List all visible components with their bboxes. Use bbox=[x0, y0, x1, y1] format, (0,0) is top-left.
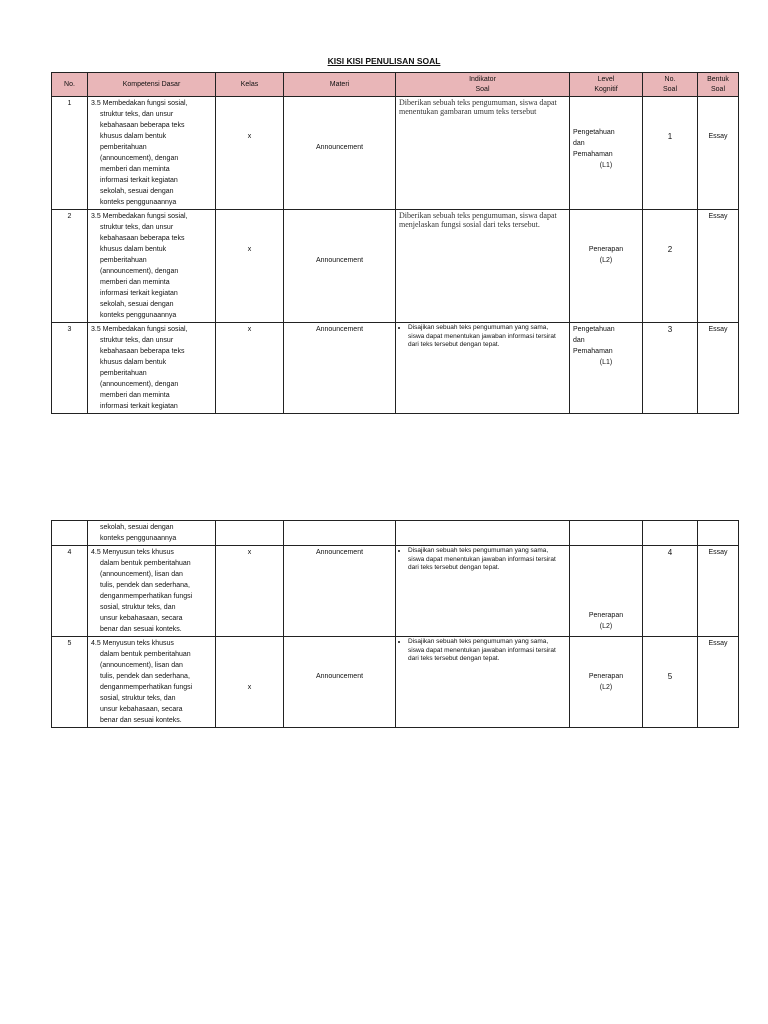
level-line: (L2) bbox=[599, 684, 613, 691]
kd-line: (announcement), lisan dan bbox=[100, 571, 183, 578]
kd-line: konteks penggunaannya bbox=[100, 199, 177, 206]
kd-line: 3.5 Membedakan fungsi sosial, bbox=[91, 100, 188, 107]
indikator-list bbox=[399, 324, 566, 350]
level-line: Pemahaman bbox=[573, 348, 613, 355]
bentuk-soal-cell: Essay bbox=[698, 97, 739, 210]
header-row bbox=[52, 73, 739, 97]
level-line: (L1) bbox=[599, 359, 613, 366]
header-indikator-line2: Soal bbox=[475, 85, 490, 93]
kd-line: pemberitahuan bbox=[100, 144, 147, 151]
materi-cell bbox=[284, 521, 396, 546]
row-no: 5 bbox=[52, 637, 88, 728]
kd-line: denganmemperhatikan fungsi bbox=[100, 684, 193, 691]
row-no: 2 bbox=[52, 210, 88, 323]
indikator-cell bbox=[396, 323, 570, 414]
row-no: 3 bbox=[52, 323, 88, 414]
bentuk-soal-cell: Essay bbox=[698, 323, 739, 414]
level-line: dan bbox=[573, 140, 585, 147]
materi-cell: Announcement bbox=[284, 323, 396, 414]
no-soal-cell: 5 bbox=[643, 637, 698, 728]
kd-line: sosial, struktur teks, dan bbox=[100, 695, 176, 702]
kd-line: khusus dalam bentuk bbox=[100, 359, 167, 366]
indikator-list bbox=[399, 638, 566, 664]
level-kognitif-cell bbox=[570, 323, 643, 414]
level-line: dan bbox=[573, 337, 585, 344]
kompetensi-dasar-cell bbox=[88, 521, 216, 546]
kelas-cell: x bbox=[216, 546, 284, 637]
bentuk-soal-cell: Essay bbox=[698, 546, 739, 637]
header-kompetensi-dasar: Kompetensi Dasar bbox=[88, 73, 216, 97]
level-line: Pengetahuan bbox=[573, 326, 615, 333]
kelas-cell: x bbox=[216, 97, 284, 210]
materi-cell: Announcement bbox=[284, 546, 396, 637]
kd-line: struktur teks, dan unsur bbox=[100, 224, 174, 231]
kompetensi-dasar-cell bbox=[88, 637, 216, 728]
kd-line: unsur kebahasaan, secara bbox=[100, 615, 183, 622]
no-soal-cell bbox=[643, 521, 698, 546]
level-kognitif-cell bbox=[570, 521, 643, 546]
kisi-kisi-table-continued bbox=[51, 520, 739, 728]
header-kelas: Kelas bbox=[216, 73, 284, 97]
kd-line: dalam bentuk pemberitahuan bbox=[100, 651, 191, 658]
kd-line: (announcement), dengan bbox=[100, 155, 179, 162]
level-line: Pemahaman bbox=[573, 151, 613, 158]
no-soal-cell: 2 bbox=[643, 210, 698, 323]
kd-line: benar dan sesuai konteks. bbox=[100, 626, 182, 633]
page-title: KISI KISI PENULISAN SOAL bbox=[327, 56, 441, 66]
level-line: (L1) bbox=[599, 162, 613, 169]
kd-line: 3.5 Membedakan fungsi sosial, bbox=[91, 213, 188, 220]
kd-line: khusus dalam bentuk bbox=[100, 133, 167, 140]
header-bentuk-soal bbox=[698, 73, 739, 97]
level-kognitif-cell bbox=[570, 546, 643, 637]
header-materi: Materi bbox=[284, 73, 396, 97]
table-row bbox=[52, 637, 739, 728]
kd-line: konteks penggunaannya bbox=[100, 312, 177, 319]
kd-line: tulis, pendek dan sederhana, bbox=[100, 673, 190, 680]
bentuk-soal-cell: Essay bbox=[698, 210, 739, 323]
row-no bbox=[52, 521, 88, 546]
kd-line: (announcement), dengan bbox=[100, 268, 179, 275]
kelas-cell bbox=[216, 521, 284, 546]
kisi-kisi-table bbox=[51, 72, 739, 414]
no-soal-cell: 4 bbox=[643, 546, 698, 637]
table-row bbox=[52, 521, 739, 546]
kelas-cell: x bbox=[216, 637, 284, 728]
indikator-list bbox=[399, 547, 566, 573]
bentuk-soal-cell: Essay bbox=[698, 637, 739, 728]
kd-line: denganmemperhatikan fungsi bbox=[100, 593, 193, 600]
kelas-cell: x bbox=[216, 210, 284, 323]
indikator-text: Diberikan sebuah teks pengumuman, siswa dapat menentukan gambaran umum teks tersebut bbox=[399, 98, 557, 116]
materi-cell: Announcement bbox=[284, 97, 396, 210]
kd-line: khusus dalam bentuk bbox=[100, 246, 167, 253]
level-line: (L2) bbox=[599, 623, 613, 630]
table-row bbox=[52, 323, 739, 414]
row-no: 1 bbox=[52, 97, 88, 210]
indikator-text: • Disajikan sebuah teks pengumuman yang sama, siswa dapat menentukan jawaban informasi tersirat dari teks tersebut dengan tepat. bbox=[408, 547, 566, 573]
indikator-text: • Disajikan sebuah teks pengumuman yang sama, siswa dapat menentukan jawaban informasi tersirat dari teks tersebut dengan tepat. bbox=[408, 324, 566, 350]
kd-line: 4.5 Menyusun teks khusus bbox=[91, 549, 174, 556]
indikator-cell bbox=[396, 637, 570, 728]
indikator-text: • Disajikan sebuah teks pengumuman yang sama, siswa dapat menentukan jawaban informasi tersirat dari teks tersebut dengan tepat. bbox=[408, 638, 566, 664]
level-line: Penerapan bbox=[588, 673, 624, 680]
row-no: 4 bbox=[52, 546, 88, 637]
kompetensi-dasar-cell bbox=[88, 323, 216, 414]
kd-line: kebahasaan beberapa teks bbox=[100, 235, 185, 242]
header-no-soal bbox=[643, 73, 698, 97]
kd-line: informasi terkait kegiatan bbox=[100, 290, 178, 297]
kd-line: kebahasaan beberapa teks bbox=[100, 348, 185, 355]
header-level-line1: Level bbox=[597, 75, 615, 83]
kd-line: konteks penggunaannya bbox=[100, 535, 177, 542]
kompetensi-dasar-cell bbox=[88, 210, 216, 323]
kelas-cell: x bbox=[216, 323, 284, 414]
kd-line: tulis, pendek dan sederhana, bbox=[100, 582, 190, 589]
header-no-soal-line2: Soal bbox=[662, 85, 677, 93]
indikator-cell bbox=[396, 210, 570, 323]
level-kognitif-cell bbox=[570, 210, 643, 323]
header-no: No. bbox=[52, 73, 88, 97]
level-kognitif-cell bbox=[570, 637, 643, 728]
table-row bbox=[52, 210, 739, 323]
kd-line: unsur kebahasaan, secara bbox=[100, 706, 183, 713]
kd-line: 4.5 Menyusun teks khusus bbox=[91, 640, 174, 647]
header-indikator bbox=[396, 73, 570, 97]
header-bentuk-line2: Soal bbox=[710, 85, 725, 93]
kd-line: sekolah, sesuai dengan bbox=[100, 188, 174, 195]
kd-line: sekolah, sesuai dengan bbox=[100, 524, 174, 531]
table-row bbox=[52, 546, 739, 637]
no-soal-cell: 1 bbox=[643, 97, 698, 210]
kd-line: informasi terkait kegiatan bbox=[100, 177, 178, 184]
kd-line: 3.5 Membedakan fungsi sosial, bbox=[91, 326, 188, 333]
level-line: Penerapan bbox=[588, 612, 624, 619]
level-line: (L2) bbox=[599, 257, 613, 264]
kd-line: benar dan sesuai konteks. bbox=[100, 717, 182, 724]
kd-line: memberi dan meminta bbox=[100, 392, 170, 399]
header-bentuk-line1: Bentuk bbox=[707, 75, 729, 83]
level-line: Pengetahuan bbox=[573, 129, 615, 136]
materi-cell: Announcement bbox=[284, 210, 396, 323]
kd-line: sekolah, sesuai dengan bbox=[100, 301, 174, 308]
kd-line: struktur teks, dan unsur bbox=[100, 111, 174, 118]
indikator-text: Diberikan sebuah teks pengumuman, siswa dapat menjelaskan fungsi sosial dari teks tersebut. bbox=[399, 211, 557, 229]
indikator-cell bbox=[396, 546, 570, 637]
kd-line: memberi dan meminta bbox=[100, 166, 170, 173]
bentuk-soal-cell bbox=[698, 521, 739, 546]
header-level-line2: Kognitif bbox=[594, 85, 618, 93]
kompetensi-dasar-cell bbox=[88, 546, 216, 637]
kd-line: pemberitahuan bbox=[100, 257, 147, 264]
table-row bbox=[52, 97, 739, 210]
kd-line: struktur teks, dan unsur bbox=[100, 337, 174, 344]
kd-line: (announcement), dengan bbox=[100, 381, 179, 388]
kd-line: memberi dan meminta bbox=[100, 279, 170, 286]
level-line: Penerapan bbox=[588, 246, 624, 253]
kd-line: pemberitahuan bbox=[100, 370, 147, 377]
kd-line: (announcement), lisan dan bbox=[100, 662, 183, 669]
header-no-soal-line1: No. bbox=[664, 75, 676, 83]
kompetensi-dasar-cell bbox=[88, 97, 216, 210]
header-level bbox=[570, 73, 643, 97]
kd-line: informasi terkait kegiatan bbox=[100, 403, 178, 410]
materi-cell: Announcement bbox=[284, 637, 396, 728]
indikator-cell bbox=[396, 97, 570, 210]
level-kognitif-cell bbox=[570, 97, 643, 210]
kd-line: kebahasaan beberapa teks bbox=[100, 122, 185, 129]
indikator-cell bbox=[396, 521, 570, 546]
kd-line: sosial, struktur teks, dan bbox=[100, 604, 176, 611]
header-indikator-line1: Indikator bbox=[469, 75, 496, 83]
no-soal-cell: 3 bbox=[643, 323, 698, 414]
kd-line: dalam bentuk pemberitahuan bbox=[100, 560, 191, 567]
